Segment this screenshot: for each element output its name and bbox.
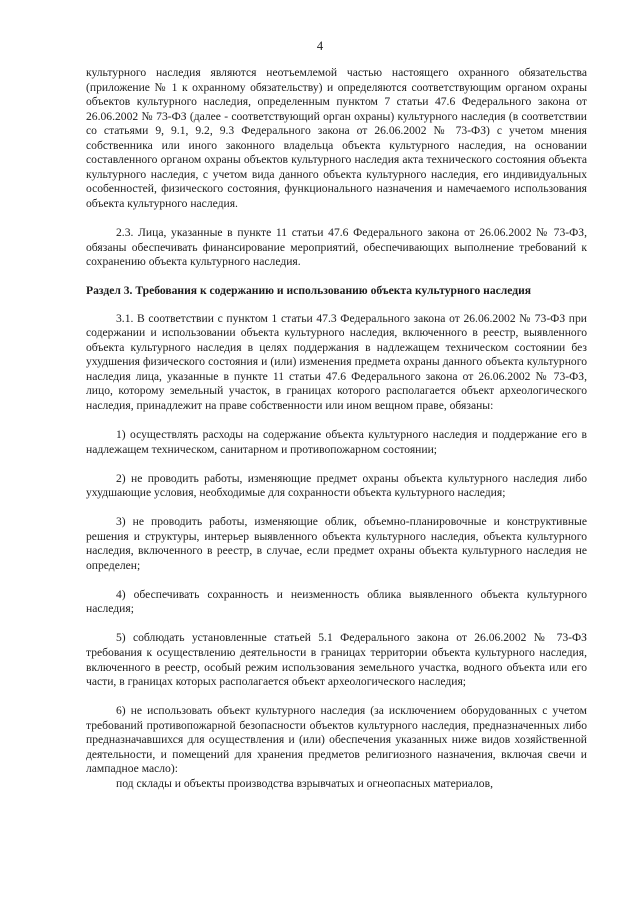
page-number: 4 (316, 39, 324, 53)
list-item-6: 6) не использовать объект культурного наследия (за исключением оборудованных с учетом требований противопожарной безопасности объектов культурного наследия, предназначенных либо предназначавшихся для осуществления и (или) обеспечения указанных ниже видов хозяйственной деятельности, и помещений для хранения предметов религиозного назначения, включая свечи и лампадное масло): (86, 704, 587, 776)
paragraph-object-heritage-list: культурного наследия являются неотъемлемой частью настоящего охранного обязательства (приложение № 1 к охранному обязательству) и определяются соответствующим органом охраны объектов культурного наследия, определенным пунктом 7 статьи 47.6 Федерального закона от 26.06.2002 № 73-ФЗ (далее - соответствующий орган охраны) культурного наследия (в соответствии со статьями 9, 9.1, 9.2, 9.3 Федерального закона от 26.06.2002 № 73-ФЗ) с учетом мнения собственника или иного законного владельца объекта культурного наследия, на основании составленного органом охраны объектов культурного наследия акта технического состояния объекта культурного наследия, с учетом вида данного объекта культурного наследия, его индивидуальных особенностей, физического состояния, функционального назначения и намечаемого использования объекта культурного наследия. (86, 66, 587, 210)
paragraph-2-3: 2.3. Лица, указанные в пункте 11 статьи 47.6 Федерального закона от 26.06.2002 № 73-ФЗ, обязаны обеспечивать финансирование мероприятий, обеспечивающих выполнение требований к сохранению объекта культурного наследия. (86, 225, 587, 269)
list-item-5: 5) соблюдать установленные статьей 5.1 Федерального закона от 26.06.2002 № 73-ФЗ требования к осуществлению деятельности в границах территории объекта культурного наследия, включенного в реестр, особый режим использования земельного участка, водного объекта или его части, в границах которых располагается объект археологического наследия; (86, 631, 587, 689)
list-item-4: 4) обеспечивать сохранность и неизменность облика выявленного объекта культурного наследия; (86, 587, 587, 616)
list-item-1: 1) осуществлять расходы на содержание объекта культурного наследия и поддержание его в надлежащем техническом, санитарном и противопожарном состоянии; (86, 427, 587, 456)
list-item-6-sub-1: под склады и объекты производства взрывчатых и огнеопасных материалов, (116, 776, 493, 790)
list-item-3: 3) не проводить работы, изменяющие облик, объемно-планировочные и конструктивные решения и структуры, интерьер выявленного объекта культурного наследия, объекта культурного наследия, включенного в реестр, в случае, если предмет охраны объекта культурного наследия не определен; (86, 515, 587, 572)
list-item-2: 2) не проводить работы, изменяющие предмет охраны объекта культурного наследия либо ухудшающие условия, необходимые для сохранности объекта культурного наследия; (86, 471, 587, 500)
paragraph-3-1: 3.1. В соответствии с пунктом 1 статьи 47.3 Федерального закона от 26.06.2002 № 73-ФЗ при содержании и использовании объекта культурного наследия, включенного в реестр, выявленного объекта культурного наследия в целях поддержания в надлежащем техническом состоянии без ухудшения физического состояния и (или) изменения предмета охраны данного объекта культурного наследия лица, указанные в пункте 11 статьи 47.6 Федерального закона от 26.06.2002 № 73-ФЗ, лицо, которому земельный участок, в границах которого располагается объект археологического наследия, принадлежит на праве собственности или ином вещном праве, обязаны: (86, 311, 587, 412)
section-3-heading: Раздел 3. Требования к содержанию и использованию объекта культурного наследия (86, 284, 532, 298)
document-body (86, 66, 587, 791)
